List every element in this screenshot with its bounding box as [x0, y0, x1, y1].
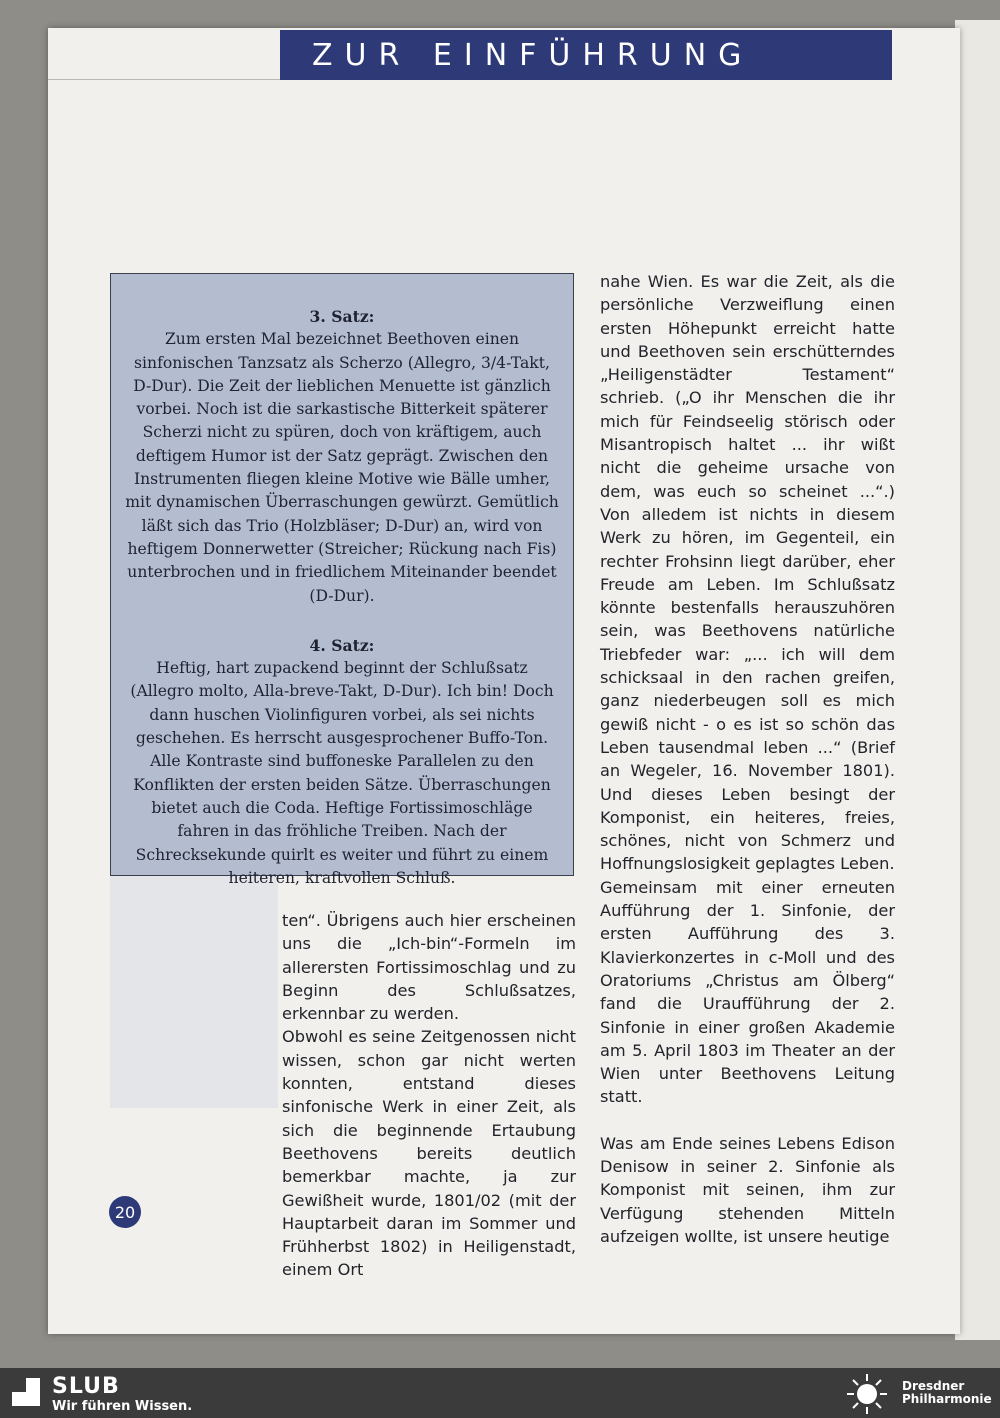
section-title: ZUR EINFÜHRUNG	[312, 37, 754, 73]
box-shadow	[110, 876, 278, 1108]
section-header	[280, 30, 892, 80]
slub-tagline: Wir führen Wissen.	[52, 1399, 193, 1414]
page-number: 20	[109, 1196, 141, 1228]
satz3-block	[125, 305, 559, 608]
satz4-text: Heftig, hart zupackend beginnt der Schlußsatz (Allegro molto, Alla-breve-Takt, D-Dur). Ich bin! Doch dann huschen Violinfiguren vorbei, als sei nichts geschehen. Es herrscht ausgesprochener Buffo-Ton. Alle Kontraste sind buffoneske Parallelen zu den Konflikten der ersten beiden Sätze. Überraschungen bietet auch die Coda. Heftige Fortissimoschläge fahren in das fröhliche Treiben. Nach der Schrecksekunde quirlt es weiter und führt zu einem heiteren, kraftvollen Schluß.	[130, 659, 554, 887]
middle-paragraph-2: Obwohl es seine Zeitgenossen nicht wissen, schon gar nicht werten konnten, entstand dieses sinfonische Werk in einer Zeit, als sich die beginnende Ertaubung Beethovens bereits deutlich bemerkbar machte, ja zur Gewißheit wurde, 1801/02 (mit der Hauptarbeit daran im Sommer und Frühherbst 1802) in Heiligenstadt, einem Ort	[282, 1027, 576, 1280]
right-paragraph-2: Gemeinsam mit einer erneuten Aufführung der 1. Sinfonie, der ersten Aufführung des 3. Klavierkonzertes in c-Moll und des Oratoriums „Christus am Ölberg“ fand die Uraufführung der 2. Sinfonie in einer großen Akademie am 5. April 1803 im Theater an der Wien unter Beethovens Leitung statt.	[600, 877, 895, 1107]
footer-bar	[0, 1368, 1000, 1418]
satz3-text: Zum ersten Mal bezeichnet Beethoven einen sinfonischen Tanzsatz als Scherzo (Allegro, 3/4-Takt, D-Dur). Die Zeit der lieblichen Menuette ist gänzlich vorbei. Noch ist die sarkastische Bitterkeit späterer Scherzi nicht zu spüren, doch von kräftigem, auch deftigem Humor ist der Satz geprägt. Zwischen den Instrumenten fliegen kleine Motive wie Bälle umher, mit dynamischen Überraschungen gewürzt. Gemütlich läßt sich das Trio (Holzbläser; D-Dur) an, wird von heftigem Donnerwetter (Streicher; Rückung nach Fis) unterbrochen und in friedlichem Miteinander beendet (D-Dur).	[125, 330, 559, 605]
right-paragraph-1: nahe Wien. Es war die Zeit, als die persönliche Verzweiflung einen ersten Höhepunkt erreicht hatte und Beethoven sein erschütterndes „Heiligenstädter Testament“ schrieb. („O ihr Menschen die ihr mich für Feindseelig störisch oder Misantropisch haltet ... ihr wißt nicht die geheime ursache von dem, was euch so scheinet ...“.) Von alledem ist nichts in diesem Werk zu hören, im Gegenteil, ein rechter Frohsinn liegt darüber, eher Freude am Leben. Im Schlußsatz könnte bestenfalls herauszuhören sein, was Beethovens natürliche Triebfeder war: „... ich will dem schicksaal in den rachen greifen, ganz niederbeugen soll es mich gewiß nicht - o es ist so schön das Leben tausendmal leben ...“ (Brief an Wegeler, 16. November 1801). Und dieses Leben besingt der Komponist, ein heiteres, freies, schönes, nicht von Schmerz und Hoffnungslosigkeit geplagtes Leben.	[600, 272, 895, 874]
right-paragraph-3: Was am Ende seines Lebens Edison Denisow in seiner 2. Sinfonie als Komponist mit seinen, ihm zur Verfügung stehenden Mitteln aufzeigen wollte, ist unsere heutige	[600, 1133, 895, 1246]
middle-paragraph-1: ten“. Übrigens auch hier erscheinen uns die „Ich-bin“-Formeln im allerersten Fortissimoschlag und zu Beginn des Schlußsatzes, erkennbar zu werden.	[282, 911, 576, 1024]
satz3-heading: 3. Satz:	[309, 307, 375, 326]
partner-name-line-2: Philharmonie	[902, 1392, 992, 1406]
partner-name	[902, 1380, 992, 1406]
movement-info-box	[110, 273, 574, 887]
header-rule	[48, 79, 280, 80]
next-page-edge	[955, 20, 1000, 1340]
right-column	[600, 270, 895, 1248]
satz4-heading: 4. Satz:	[309, 635, 375, 655]
partner-name-line-1: Dresdner	[902, 1379, 965, 1393]
slub-logo-icon[interactable]	[10, 1376, 42, 1408]
slub-name[interactable]: SLUB	[52, 1374, 120, 1399]
paragraph-spacer	[600, 1109, 895, 1132]
box-gap	[125, 608, 559, 631]
middle-column	[282, 909, 576, 1282]
dresdner-philharmonie-logo-icon[interactable]	[842, 1372, 892, 1416]
satz4-block	[125, 634, 559, 890]
